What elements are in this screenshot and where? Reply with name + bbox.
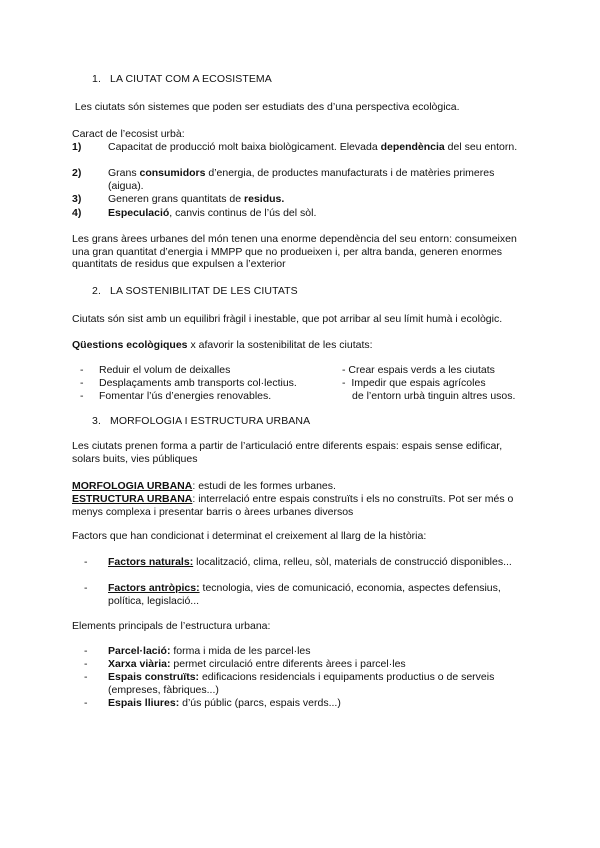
term: MORFOLOGIA URBANA bbox=[72, 480, 193, 492]
term: Espais lliures: bbox=[108, 697, 180, 709]
bold-span: Qüestions ecològiques bbox=[72, 339, 188, 351]
bullet-dash: - bbox=[84, 671, 88, 683]
bullet-dash: - bbox=[80, 364, 84, 376]
paragraph: Les grans àrees urbanes del món tenen una enorme dependència del seu entorn: consumeixen una gran quantitat d’energia i MMPP que no produeixen i, per altra banda, generen enormes quantitats de residus que expulsen a l’exterior bbox=[72, 233, 517, 270]
term: Espais construïts: bbox=[108, 671, 200, 683]
list-text bbox=[108, 658, 532, 671]
section-title: LA CIUTAT COM A ECOSISTEMA bbox=[110, 73, 272, 85]
term: ESTRUCTURA URBANA bbox=[72, 493, 193, 505]
paragraph: Les ciutats són sistemes que poden ser estudiats des d’una perspectiva ecològica. bbox=[72, 101, 460, 113]
text-span: forma i mida de les parcel·les bbox=[170, 645, 311, 657]
text-span: tecnologia, vies de comunicació, economia, aspectes defensius, política, legislació... bbox=[108, 582, 501, 607]
list-number: 4) bbox=[72, 207, 82, 219]
list-text bbox=[108, 645, 532, 658]
list-text bbox=[108, 556, 532, 569]
list-number: 1) bbox=[72, 141, 82, 153]
term: Factors antròpics: bbox=[108, 582, 200, 594]
text-span: edificacions residencials i equipaments productius o de serveis (empreses, fàbriques...) bbox=[108, 671, 495, 696]
list-number: 3) bbox=[72, 193, 82, 205]
section-number: 3. bbox=[92, 415, 101, 427]
list-text bbox=[108, 697, 532, 710]
text-span: Capacitat de producció molt baixa biològicament. Elevada bbox=[108, 141, 381, 153]
text-span: localització, clima, relleu, sòl, materials de construcció disponibles... bbox=[193, 556, 512, 568]
bullet-dash: - bbox=[80, 377, 84, 389]
definition-text: : estudi de les formes urbanes. bbox=[192, 480, 336, 492]
text-span: d’ús públic (parcs, espais verds...) bbox=[179, 697, 341, 709]
paragraph: Caract de l’ecosist urbà: bbox=[72, 128, 185, 140]
term: Factors naturals: bbox=[108, 556, 194, 568]
definition-estructura bbox=[72, 493, 532, 518]
bullet-dash: - bbox=[84, 556, 88, 568]
list-text bbox=[108, 671, 532, 696]
list-text bbox=[108, 141, 532, 154]
paragraph: Factors que han condicionat i determinat el creixement al llarg de la història: bbox=[72, 530, 427, 542]
definition-morfologia bbox=[72, 480, 532, 493]
text-span: Grans bbox=[108, 167, 140, 179]
list-number: 2) bbox=[72, 167, 82, 179]
list-text bbox=[108, 582, 532, 607]
text-span: permet circulació entre diferents àrees i parcel·les bbox=[170, 658, 406, 670]
definition-text: : interrelació entre espais construïts i els no construïts. Pot ser més o menys complexa i presentar barris o àrees urbanes diversos bbox=[72, 493, 514, 518]
bullet-dash: - bbox=[80, 390, 84, 402]
list-item: Fomentar l’ús d’energies renovables. bbox=[99, 390, 272, 402]
text-span: Generen grans quantitats de bbox=[108, 193, 245, 205]
term: Xarxa viària: bbox=[108, 658, 171, 670]
list-text bbox=[108, 193, 532, 206]
list-text bbox=[108, 167, 532, 192]
list-text bbox=[108, 207, 532, 220]
list-item: de l’entorn urbà tinguin altres usos. bbox=[352, 390, 516, 402]
bullet-dash: - bbox=[84, 697, 88, 709]
section-number: 2. bbox=[92, 285, 101, 297]
bullet-dash: - bbox=[84, 645, 88, 657]
list-item: Reduir el volum de deixalles bbox=[99, 364, 231, 376]
bold-span: residus. bbox=[244, 193, 285, 205]
section-heading-3 bbox=[92, 415, 310, 428]
list-item: Desplaçaments amb transports col·lectius. bbox=[99, 377, 297, 389]
section-heading-2 bbox=[92, 285, 298, 298]
section-heading-1 bbox=[92, 73, 272, 86]
section-title: LA SOSTENIBILITAT DE LES CIUTATS bbox=[110, 285, 298, 297]
paragraph: Ciutats són sist amb un equilibri fràgil i inestable, que pot arribar al seu límit humà i ecològic. bbox=[72, 313, 503, 325]
section-title: MORFOLOGIA I ESTRUCTURA URBANA bbox=[110, 415, 311, 427]
text-span: x afavorir la sostenibilitat de les ciutats: bbox=[187, 339, 373, 351]
term: Parcel·lació: bbox=[108, 645, 171, 657]
paragraph bbox=[72, 339, 532, 352]
bullet-dash: - bbox=[84, 582, 88, 594]
bold-span: Especulació bbox=[108, 207, 170, 219]
bold-span: consumidors bbox=[139, 167, 206, 179]
text-span: , canvis continus de l’ús del sòl. bbox=[169, 207, 317, 219]
text-span: d’energia, de productes manufacturats i de matèries primeres (aigua). bbox=[108, 167, 495, 192]
list-item: - Crear espais verds a les ciutats bbox=[342, 364, 495, 376]
bullet-dash: - bbox=[84, 658, 88, 670]
bold-span: dependència bbox=[380, 141, 445, 153]
paragraph: Elements principals de l’estructura urbana: bbox=[72, 620, 271, 632]
section-number: 1. bbox=[92, 73, 101, 85]
text-span: del seu entorn. bbox=[444, 141, 518, 153]
list-item: - Impedir que espais agrícoles bbox=[342, 377, 486, 389]
paragraph: Les ciutats prenen forma a partir de l’articulació entre diferents espais: espais sense edificar, solars buits, vies públiques bbox=[72, 440, 503, 465]
